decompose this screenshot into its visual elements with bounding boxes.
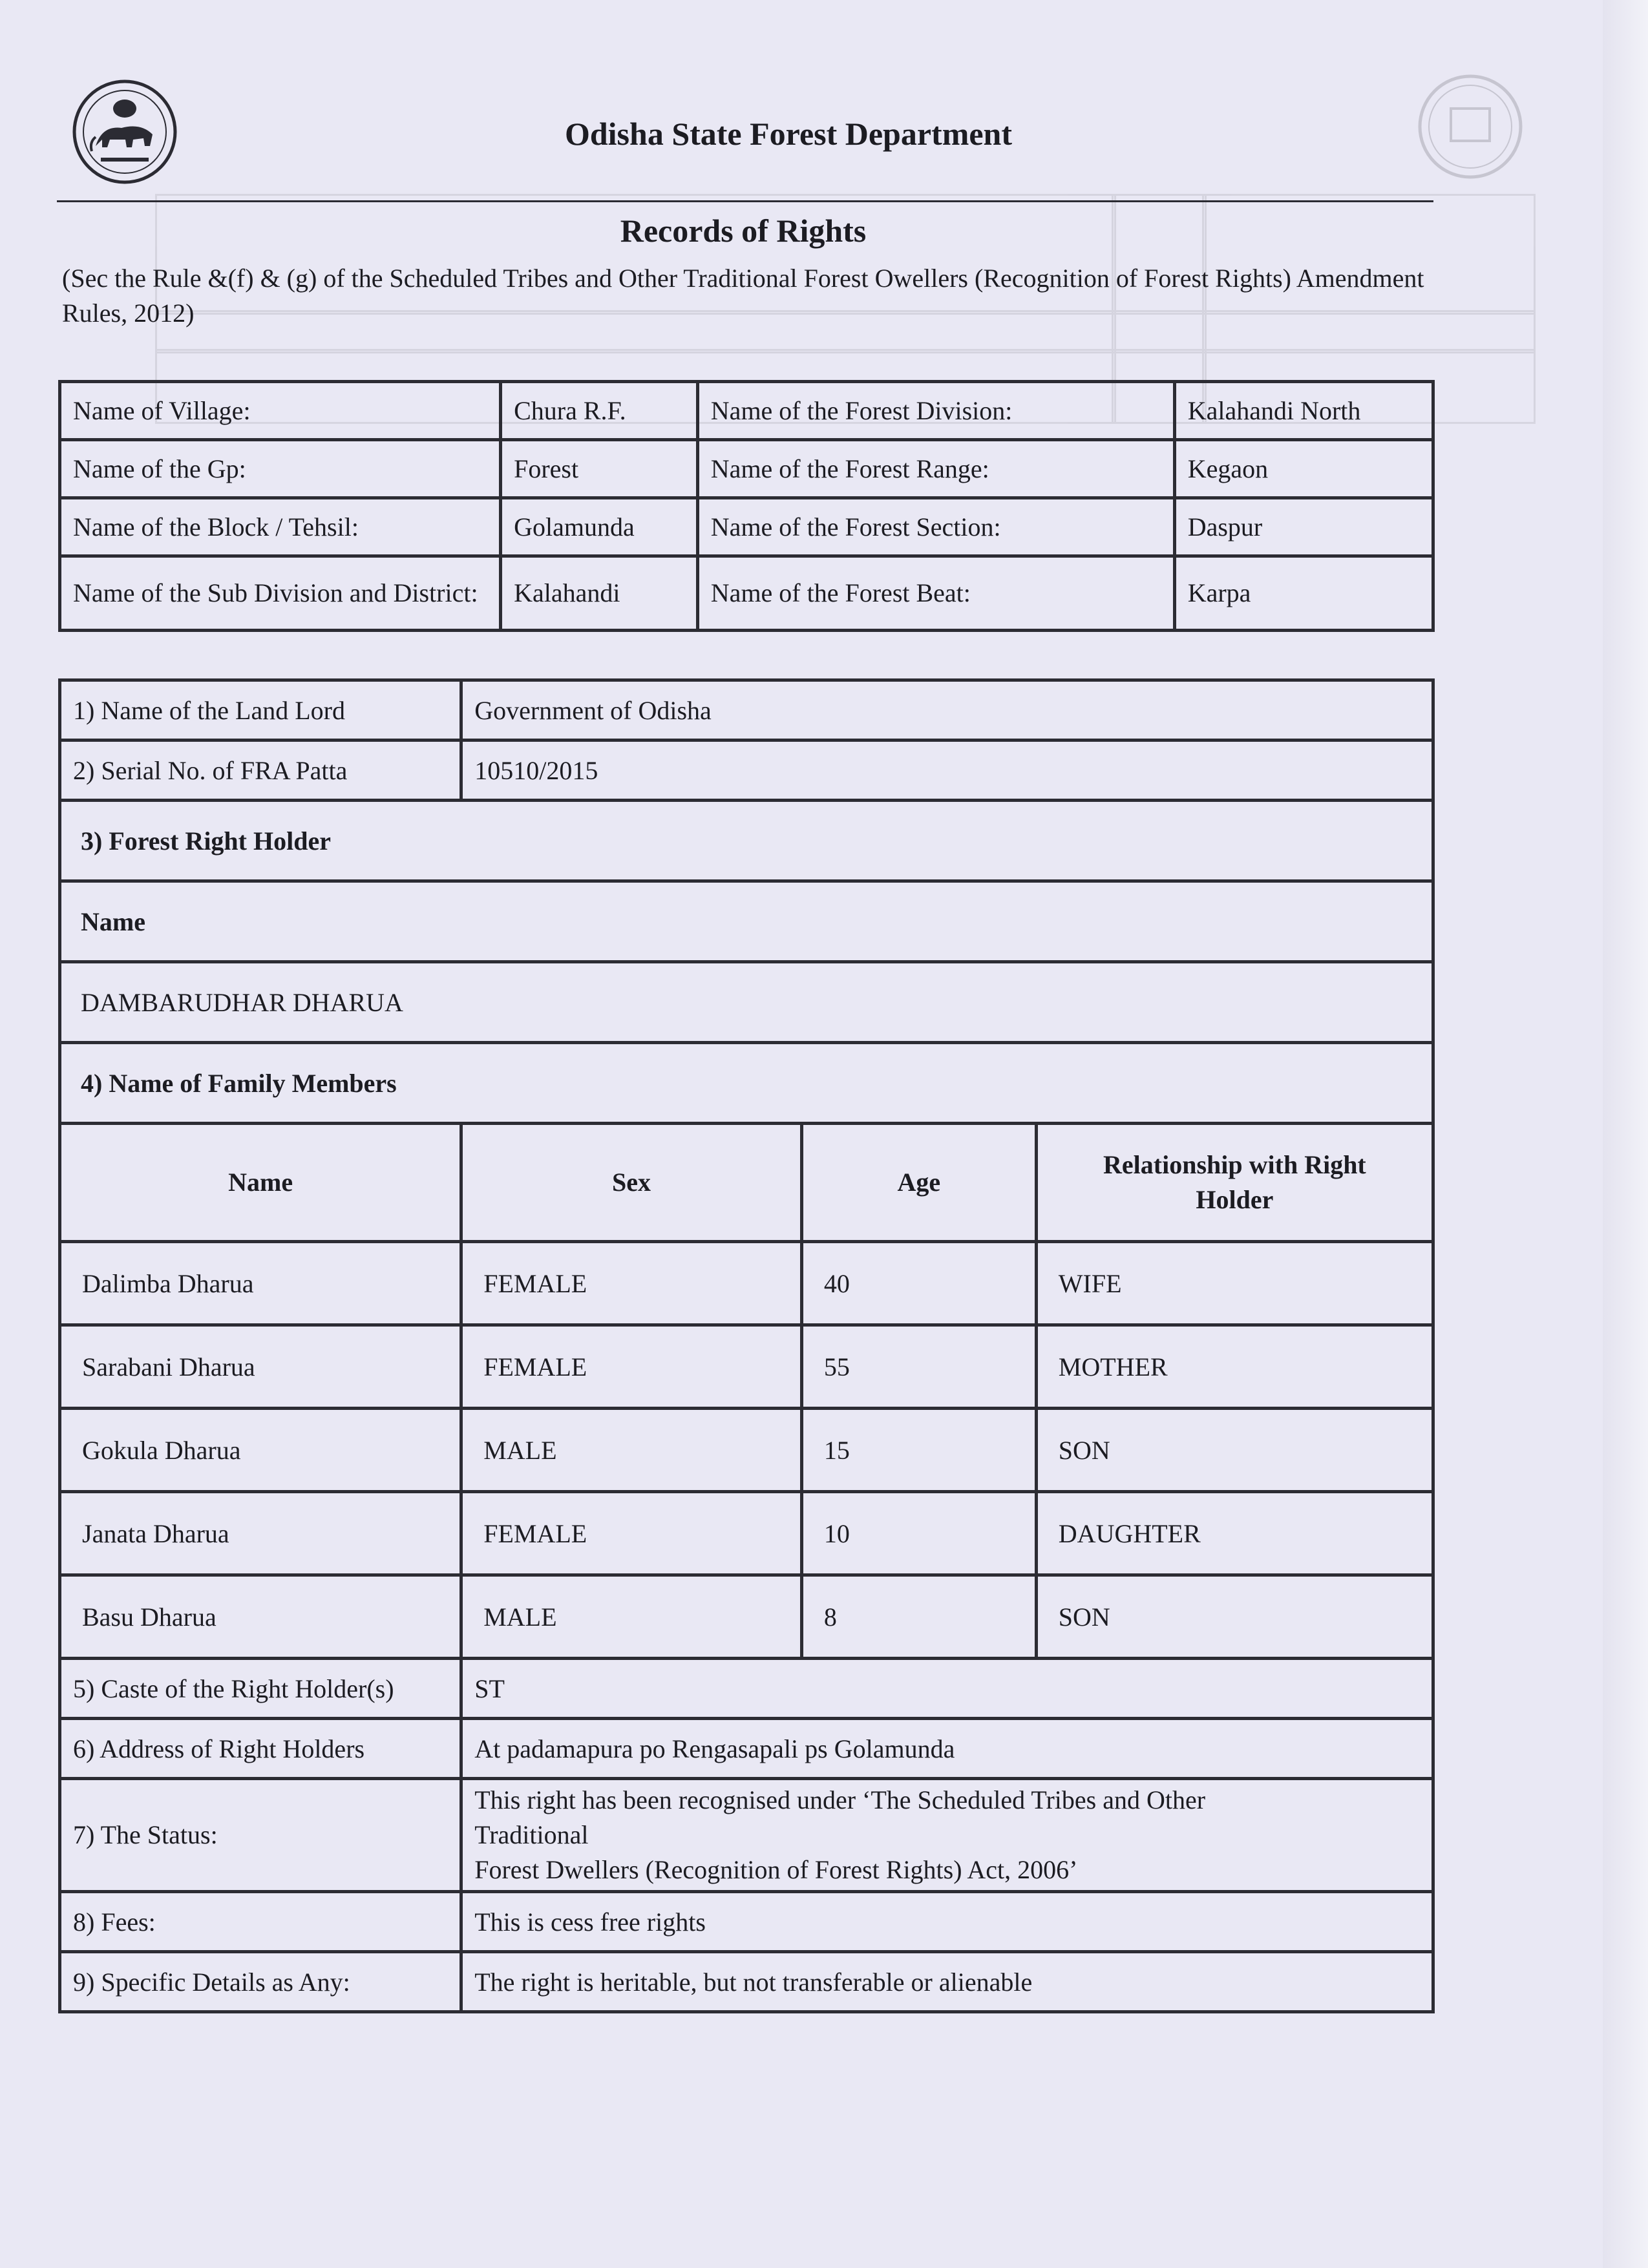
details-value: The right is heritable, but not transferable or alienable <box>461 1952 1433 2012</box>
landlord-value: Government of Odisha <box>461 680 1433 740</box>
caste-label: 5) Caste of the Right Holder(s) <box>60 1659 461 1719</box>
beat-value: Karpa <box>1174 556 1433 631</box>
document-title: Records of Rights <box>620 213 867 249</box>
beat-label: Name of the Forest Beat: <box>697 556 1174 631</box>
gp-value: Forest <box>501 440 698 498</box>
member-age: 10 <box>801 1492 1036 1575</box>
member-age: 8 <box>801 1575 1036 1659</box>
details-label: 9) Specific Details as Any: <box>60 1952 461 2012</box>
member-age: 55 <box>801 1325 1036 1409</box>
gp-label: Name of the Gp: <box>60 440 501 498</box>
member-age: 15 <box>801 1409 1036 1492</box>
member-name: Gokula Dharua <box>60 1409 461 1492</box>
column-header-age: Age <box>801 1124 1036 1242</box>
member-sex: FEMALE <box>461 1242 802 1325</box>
member-name: Basu Dharua <box>60 1575 461 1659</box>
division-label: Name of the Forest Division: <box>697 382 1174 440</box>
patta-value: 10510/2015 <box>461 740 1433 801</box>
holder-name: DAMBARUDHAR DHARUA <box>60 962 1433 1043</box>
member-relation: SON <box>1036 1409 1433 1492</box>
landlord-label: 1) Name of the Land Lord <box>60 680 461 740</box>
range-label: Name of the Forest Range: <box>697 440 1174 498</box>
member-relation: SON <box>1036 1575 1433 1659</box>
block-label: Name of the Block / Tehsil: <box>60 498 501 556</box>
section-value: Daspur <box>1174 498 1433 556</box>
status-line-2: Traditional <box>474 1820 589 1849</box>
member-sex: MALE <box>461 1575 802 1659</box>
member-name: Sarabani Dharua <box>60 1325 461 1409</box>
status-line-1: This right has been recognised under ‘The Scheduled Tribes and Other <box>474 1785 1206 1814</box>
table-row <box>60 1325 1433 1409</box>
page-edge <box>1603 0 1648 2268</box>
member-relation: WIFE <box>1036 1242 1433 1325</box>
fees-label: 8) Fees: <box>60 1892 461 1952</box>
member-relation: MOTHER <box>1036 1325 1433 1409</box>
status-value <box>461 1779 1433 1892</box>
column-header-relationship: Relationship with Right Holder <box>1036 1124 1433 1242</box>
member-name: Janata Dharua <box>60 1492 461 1575</box>
department-title: Odisha State Forest Department <box>564 116 1013 152</box>
table-row <box>60 1492 1433 1575</box>
record-table <box>58 678 1435 2013</box>
header-divider <box>57 200 1433 202</box>
document-subtitle: (Sec the Rule &(f) & (g) of the Scheduled Tribes and Other Traditional Forest Owellers (Recognition of Forest Rights) Amendment Rules, 2012) <box>62 264 1424 328</box>
location-table <box>58 380 1435 632</box>
subdivision-label: Name of the Sub Division and District: <box>60 556 501 631</box>
column-header-name: Name <box>60 1124 461 1242</box>
member-relation: DAUGHTER <box>1036 1492 1433 1575</box>
member-sex: FEMALE <box>461 1492 802 1575</box>
section-label: Name of the Forest Section: <box>697 498 1174 556</box>
table-row <box>60 1409 1433 1492</box>
table-row <box>60 1242 1433 1325</box>
status-line-3: Forest Dwellers (Recognition of Forest Rights) Act, 2006’ <box>474 1855 1078 1884</box>
patta-label: 2) Serial No. of FRA Patta <box>60 740 461 801</box>
village-label: Name of Village: <box>60 382 501 440</box>
address-value: At padamapura po Rengasapali ps Golamunda <box>461 1719 1433 1779</box>
name-heading: Name <box>60 881 1433 962</box>
block-value: Golamunda <box>501 498 698 556</box>
holder-heading: 3) Forest Right Holder <box>60 801 1433 881</box>
fees-value: This is cess free rights <box>461 1892 1433 1952</box>
member-sex: MALE <box>461 1409 802 1492</box>
range-value: Kegaon <box>1174 440 1433 498</box>
caste-value: ST <box>461 1659 1433 1719</box>
member-sex: FEMALE <box>461 1325 802 1409</box>
village-value: Chura R.F. <box>501 382 698 440</box>
address-label: 6) Address of Right Holders <box>60 1719 461 1779</box>
subdivision-value: Kalahandi <box>501 556 698 631</box>
member-name: Dalimba Dharua <box>60 1242 461 1325</box>
table-row <box>60 1575 1433 1659</box>
division-value: Kalahandi North <box>1174 382 1433 440</box>
status-label: 7) The Status: <box>60 1779 461 1892</box>
family-heading: 4) Name of Family Members <box>60 1043 1433 1124</box>
column-header-sex: Sex <box>461 1124 802 1242</box>
member-age: 40 <box>801 1242 1036 1325</box>
